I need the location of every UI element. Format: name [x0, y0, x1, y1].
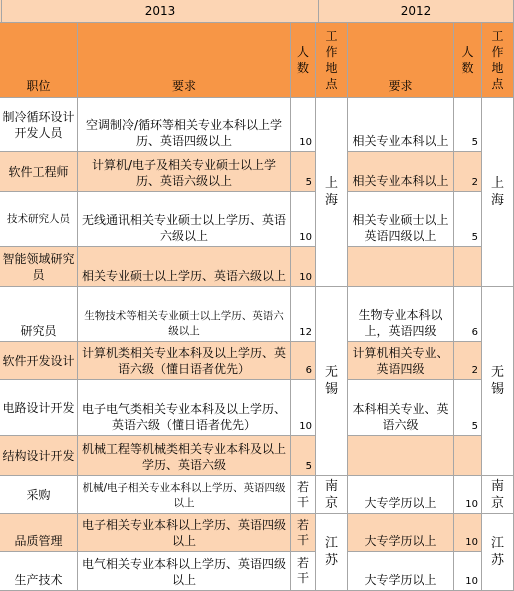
- headcount-2012-cell: 10: [454, 476, 482, 514]
- requirement-2012-cell: 大专学历以上: [348, 552, 454, 591]
- headcount-2012-cell: 5: [454, 192, 482, 247]
- position-cell: 智能领域研究员: [0, 247, 78, 287]
- requirement-2012-cell: 相关专业硕士以上英语四级以上: [348, 192, 454, 247]
- location-2012-wuxi: 无锡: [482, 287, 514, 476]
- header-headcount-2012: 人数: [454, 23, 482, 98]
- position-cell: 软件工程师: [0, 152, 78, 192]
- location-2013-jiangsu: 江苏: [316, 514, 348, 591]
- position-cell: 制冷循环设计开发人员: [0, 98, 78, 152]
- requirement-2012-cell: [348, 247, 454, 287]
- requirement-2012-cell: 相关专业本科以上: [348, 98, 454, 152]
- requirement-2012-cell: 大专学历以上: [348, 514, 454, 552]
- headcount-2013-cell: 10: [291, 380, 316, 436]
- location-2013-wuxi: 无锡: [316, 287, 348, 476]
- requirement-2013-cell: 电子电气类相关专业本科及以上学历、英语六级（懂日语者优先）: [78, 380, 291, 436]
- position-cell: 软件开发设计: [0, 342, 78, 380]
- headcount-2012-cell: 5: [454, 98, 482, 152]
- headcount-2013-cell: 5: [291, 152, 316, 192]
- requirement-2013-cell: 电气相关专业本科以上学历、英语四级以上: [78, 552, 291, 591]
- position-cell: 电路设计开发: [0, 380, 78, 436]
- headcount-2013-cell: 若干: [291, 514, 316, 552]
- header-requirement-2013: 要求: [78, 23, 291, 98]
- headcount-2012-cell: [454, 247, 482, 287]
- headcount-2012-cell: 2: [454, 152, 482, 192]
- header-headcount-2013: 人数: [291, 23, 316, 98]
- headcount-2013-cell: 10: [291, 192, 316, 247]
- year-2013-header: 2013: [2, 0, 319, 23]
- requirement-2013-cell: 机械工程等机械类相关专业本科及以上学历、英语六级: [78, 436, 291, 476]
- position-cell: 生产技术: [0, 552, 78, 591]
- headcount-2013-cell: 5: [291, 436, 316, 476]
- headcount-2013-cell: 10: [291, 247, 316, 287]
- header-requirement-2012: 要求: [348, 23, 454, 98]
- headcount-2013-cell: 若干: [291, 552, 316, 591]
- requirement-2013-cell: 相关专业硕士以上学历、英语六级以上: [78, 247, 291, 287]
- headcount-2013-cell: 12: [291, 287, 316, 342]
- requirement-2013-cell: 机械/电子相关专业本科以上学历、英语四级以上: [78, 476, 291, 514]
- requirement-2013-cell: 无线通讯相关专业硕士以上学历、英语六级以上: [78, 192, 291, 247]
- year-2012-header: 2012: [319, 0, 514, 23]
- location-2012-shanghai: 上海: [482, 98, 514, 287]
- headcount-2013-cell: 6: [291, 342, 316, 380]
- header-location-2013: 工作地点: [316, 23, 348, 98]
- headcount-2012-cell: 10: [454, 552, 482, 591]
- location-2013-nanjing: 南京: [316, 476, 348, 514]
- headcount-2012-cell: 10: [454, 514, 482, 552]
- position-cell: 研究员: [0, 287, 78, 342]
- requirement-2013-cell: 电子相关专业本科以上学历、英语四级以上: [78, 514, 291, 552]
- headcount-2012-cell: [454, 436, 482, 476]
- requirement-2012-cell: [348, 436, 454, 476]
- headcount-2012-cell: 5: [454, 380, 482, 436]
- requirement-2013-cell: 空调制冷/循环等相关专业本科以上学历、英语四级以上: [78, 98, 291, 152]
- position-cell: 结构设计开发: [0, 436, 78, 476]
- headcount-2013-cell: 若干: [291, 476, 316, 514]
- position-cell: 采购: [0, 476, 78, 514]
- headcount-2012-cell: 6: [454, 287, 482, 342]
- requirement-2012-cell: 生物专业本科以上，英语四级: [348, 287, 454, 342]
- location-2013-shanghai: 上海: [316, 98, 348, 287]
- header-position: 职位: [0, 23, 78, 98]
- headcount-2013-cell: 10: [291, 98, 316, 152]
- requirement-2012-cell: 计算机相关专业、英语四级: [348, 342, 454, 380]
- headcount-2012-cell: 2: [454, 342, 482, 380]
- requirement-2012-cell: 本科相关专业、英语六级: [348, 380, 454, 436]
- position-cell: 品质管理: [0, 514, 78, 552]
- requirement-2012-cell: 大专学历以上: [348, 476, 454, 514]
- position-cell: 技术研究人员: [0, 192, 78, 247]
- requirement-2013-cell: 计算机类相关专业本科及以上学历、英语六级（懂日语者优先）: [78, 342, 291, 380]
- requirement-2013-cell: 计算机/电子及相关专业硕士以上学历、英语六级以上: [78, 152, 291, 192]
- location-2012-nanjing: 南京: [482, 476, 514, 514]
- requirement-2013-cell: 生物技术等相关专业硕士以上学历、英语六级以上: [78, 287, 291, 342]
- location-2012-jiangsu: 江苏: [482, 514, 514, 591]
- requirement-2012-cell: 相关专业本科以上: [348, 152, 454, 192]
- header-location-2012: 工作地点: [482, 23, 514, 98]
